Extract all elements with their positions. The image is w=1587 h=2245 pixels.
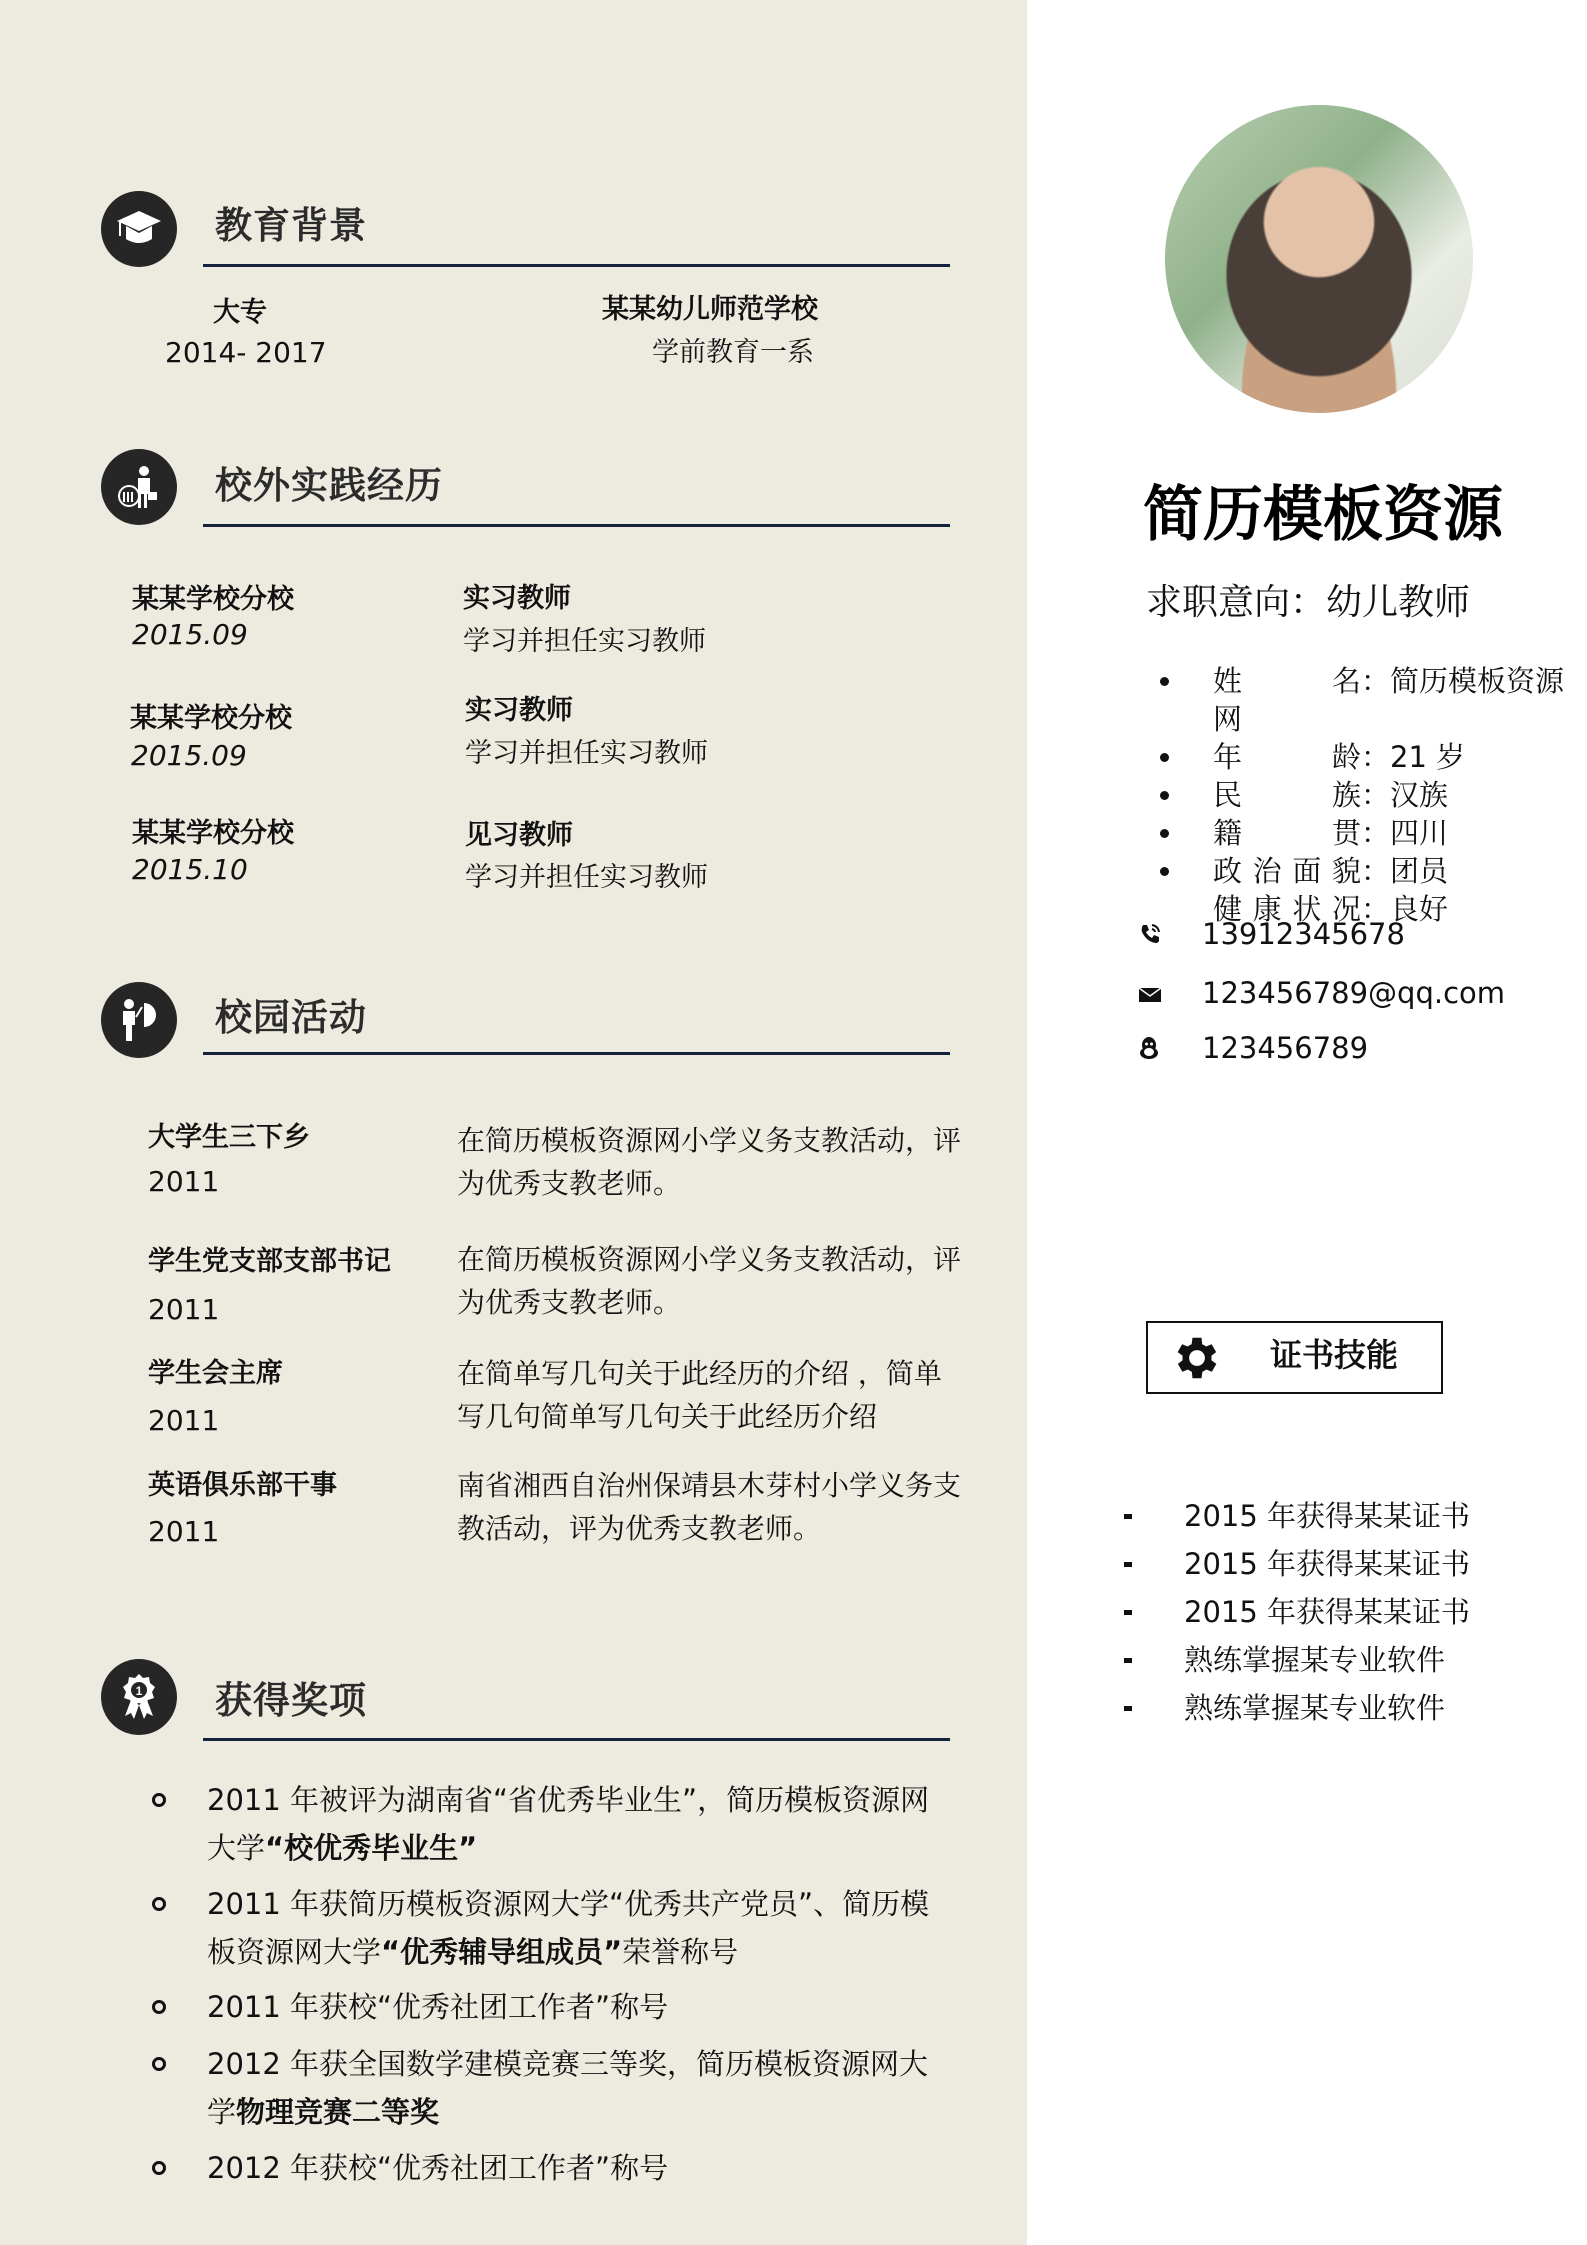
section-title-awards: 获得奖项	[215, 1679, 367, 1722]
dash-bullet-icon	[1124, 1514, 1132, 1519]
practice-role: 见习教师	[465, 820, 573, 851]
circle-bullet-icon	[152, 2000, 166, 2014]
presenter-icon	[101, 982, 177, 1058]
skill-text: 熟练掌握某专业软件	[1184, 1643, 1446, 1677]
activity-title: 学生会主席	[148, 1358, 283, 1389]
info-sep: ：	[1361, 740, 1391, 774]
circle-bullet-icon	[152, 1897, 166, 1911]
info-value: 简历模板资源网	[1213, 664, 1565, 736]
bullet-icon	[1160, 829, 1169, 838]
info-value: 良好	[1390, 892, 1449, 926]
info-label: 民族	[1213, 778, 1361, 812]
bullet-icon	[1160, 753, 1169, 762]
personal-info-list	[1150, 662, 1570, 926]
info-label: 姓名	[1213, 664, 1361, 698]
svg-text:1: 1	[135, 1684, 143, 1698]
info-sep: ：	[1361, 816, 1391, 850]
practice-desc: 学习并担任实习教师	[465, 738, 708, 769]
practice-role: 实习教师	[463, 583, 571, 614]
activity-year: 2011	[148, 1404, 220, 1437]
activity-title: 英语俱乐部干事	[148, 1470, 337, 1501]
activity-desc: 在简历模板资源网小学义务支教活动，评为优秀支教老师。	[457, 1124, 962, 1200]
info-value: 团员	[1390, 854, 1449, 888]
qq-number: 123456789	[1202, 1031, 1369, 1065]
award-text: 荣誉称号	[622, 1935, 739, 1969]
practice-school: 某某学校分校	[132, 584, 294, 615]
award-highlight: “优秀辅导组成员”	[381, 1935, 623, 1969]
circle-bullet-icon	[152, 1793, 166, 1807]
info-sep: ：	[1361, 854, 1391, 888]
practice-school: 某某学校分校	[130, 703, 292, 734]
gear-icon	[1170, 1331, 1224, 1389]
info-row-age	[1150, 738, 1570, 776]
info-label: 年龄	[1213, 740, 1361, 774]
practice-role: 实习教师	[465, 695, 573, 726]
phone-icon	[1138, 922, 1162, 946]
section-rule	[203, 1738, 950, 1741]
activity-desc: 南省湘西自治州保靖县木芽村小学义务支教活动，评为优秀支教老师。	[457, 1469, 962, 1545]
award-text: 2012 年获全国数学建模竞赛三等奖，简历模板资源网大学	[207, 2047, 929, 2129]
award-highlight: “校优秀毕业生”	[265, 1831, 478, 1865]
info-value: 四川	[1390, 816, 1449, 850]
skills-title: 证书技能	[1270, 1336, 1399, 1374]
practice-date: 2015.09	[132, 618, 248, 651]
award-text: 2011 年获简历模板资源网大学“优秀共产党员”、简历模板资源网大学	[207, 1887, 930, 1969]
dash-bullet-icon	[1124, 1610, 1132, 1615]
mail-icon	[1138, 981, 1162, 1005]
info-sep: ：	[1361, 664, 1391, 698]
practice-desc: 学习并担任实习教师	[463, 626, 706, 657]
activity-title: 大学生三下乡	[148, 1122, 310, 1153]
phone-number: 13912345678	[1202, 917, 1405, 951]
job-objective: 求职意向：幼儿教师	[1146, 582, 1471, 623]
candidate-name: 简历模板资源	[1143, 480, 1503, 550]
circle-bullet-icon	[152, 2161, 166, 2175]
graduation-cap-icon	[101, 191, 177, 267]
dash-bullet-icon	[1124, 1658, 1132, 1663]
skill-text: 2015 年获得某某证书	[1184, 1547, 1471, 1581]
skill-text: 2015 年获得某某证书	[1184, 1595, 1471, 1629]
info-label: 政治面貌	[1213, 854, 1361, 888]
section-rule	[203, 1052, 950, 1055]
practice-date: 2015.10	[132, 853, 248, 886]
practice-date: 2015.09	[131, 739, 247, 772]
circle-bullet-icon	[152, 2057, 166, 2071]
avatar-photo	[1165, 105, 1473, 413]
activity-year: 2011	[148, 1293, 220, 1326]
skill-text: 2015 年获得某某证书	[1184, 1499, 1471, 1533]
award-text: 2011 年获校“优秀社团工作者”称号	[207, 1990, 669, 2024]
education-department: 学前教育一系	[652, 337, 814, 368]
info-row-ethnicity	[1150, 776, 1570, 814]
info-label: 健康状况	[1213, 892, 1361, 926]
skills-header-box	[1146, 1321, 1443, 1394]
section-title-campus: 校园活动	[215, 996, 367, 1039]
dash-bullet-icon	[1124, 1562, 1132, 1567]
bullet-icon	[1160, 791, 1169, 800]
education-degree: 大专	[213, 297, 267, 328]
education-school: 某某幼儿师范学校	[602, 294, 818, 325]
activity-desc: 在简单写几句关于此经历的介绍 ，简单写几句简单写几句关于此经历介绍	[457, 1357, 942, 1433]
skill-text: 熟练掌握某专业软件	[1184, 1691, 1446, 1725]
activity-desc: 在简历模板资源网小学义务支教活动，评为优秀支教老师。	[457, 1243, 962, 1319]
info-sep: ：	[1361, 778, 1391, 812]
teacher-icon	[101, 449, 177, 525]
info-row-hometown	[1150, 814, 1570, 852]
info-label: 籍贯	[1213, 816, 1361, 850]
info-row-political	[1150, 852, 1570, 890]
section-rule	[203, 524, 950, 527]
section-rule	[203, 264, 950, 267]
email-address: 123456789@qq.com	[1202, 976, 1506, 1010]
section-title-education: 教育背景	[215, 204, 367, 247]
activity-title: 学生党支部支部书记	[148, 1246, 391, 1277]
bullet-icon	[1160, 867, 1169, 876]
award-text: 2012 年获校“优秀社团工作者”称号	[207, 2151, 669, 2185]
info-value: 汉族	[1390, 778, 1449, 812]
award-text: 2011 年被评为湖南省“省优秀毕业生”，简历模板资源网大学	[207, 1783, 930, 1865]
dash-bullet-icon	[1124, 1706, 1132, 1711]
activity-year: 2011	[148, 1515, 220, 1548]
practice-desc: 学习并担任实习教师	[465, 862, 708, 893]
activity-year: 2011	[148, 1165, 220, 1198]
section-title-practice: 校外实践经历	[215, 464, 443, 507]
practice-school: 某某学校分校	[132, 818, 294, 849]
bullet-icon	[1160, 677, 1169, 686]
qq-penguin-icon	[1138, 1036, 1162, 1060]
info-sep: ：	[1361, 892, 1391, 926]
info-value: 21 岁	[1390, 740, 1466, 774]
education-period: 2014- 2017	[165, 336, 327, 369]
award-medal-icon	[101, 1659, 177, 1735]
award-highlight: 物理竞赛二等奖	[236, 2095, 440, 2129]
info-row-name	[1150, 662, 1570, 738]
